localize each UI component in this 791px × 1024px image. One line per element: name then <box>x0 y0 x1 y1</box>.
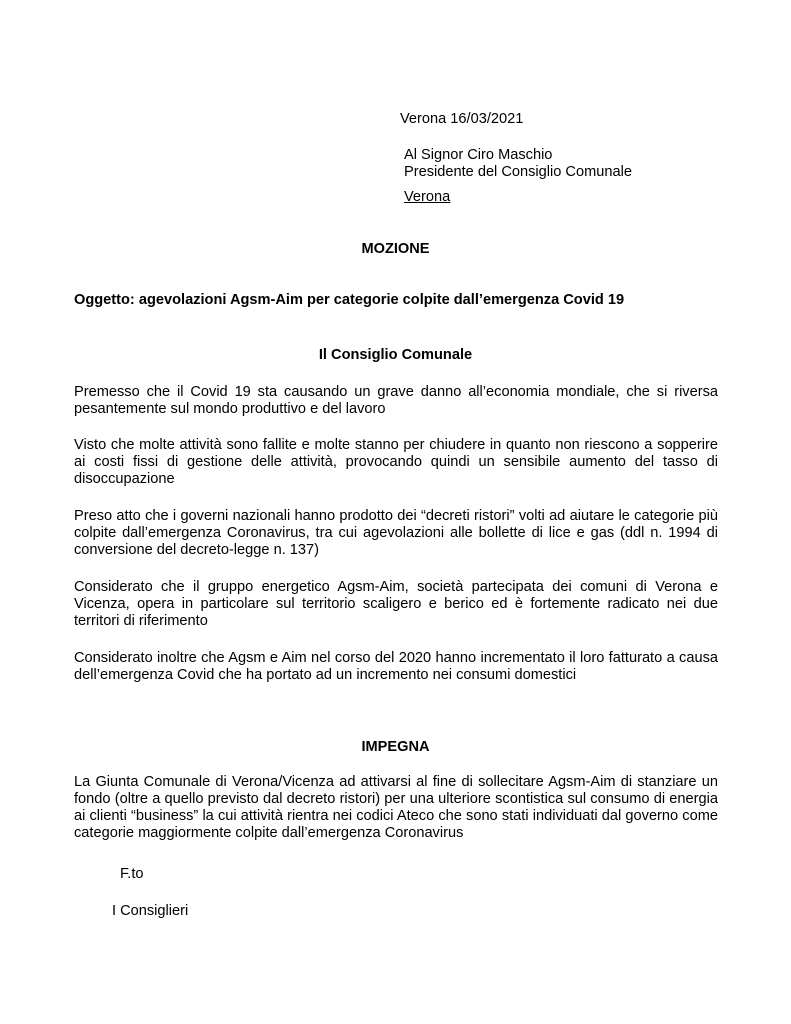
paragraph-premesso: Premesso che il Covid 19 sta causando un grave danno all’economia mondiale, che si riversa pesantemente sul mondo produttivo e del lavoro <box>74 384 718 417</box>
document-subject: Oggetto: agevolazioni Agsm-Aim per categorie colpite dall’emergenza Covid 19 <box>74 292 625 308</box>
paragraph-considerato-inoltre: Considerato inoltre che Agsm e Aim nel corso del 2020 hanno incrementato il loro fatturato a causa dell’emergenza Covid che ha portato ad un incremento nei consumi domestici <box>74 650 718 683</box>
commitment-text: La Giunta Comunale di Verona/Vicenza ad attivarsi al fine di sollecitare Agsm-Aim di stanziare un fondo (oltre a quello previsto dal decreto ristori) per una ulteriore scontistica sul consumo di energia ai clienti “business” la cui attività rientra nei codici Ateco che sono stati individuati dal governo come categorie maggiormente colpite dall’emergenza Coronavirus <box>74 774 718 841</box>
recipient-block <box>404 147 632 181</box>
recipient-name: Al Signor Ciro Maschio <box>404 147 553 163</box>
commitment-heading: IMPEGNA <box>361 739 430 755</box>
signature-fto: F.to <box>120 866 144 882</box>
document-date: Verona 16/03/2021 <box>400 111 524 127</box>
paragraph-preso-atto: Preso atto che i governi nazionali hanno prodotto dei “decreti ristori” volti ad aiutare le categorie più colpite dall’emergenza Coronavirus, tra cui agevolazioni alle bollette di lice e gas (ddl n. 1994 di conversione del decreto-legge n. 137) <box>74 508 718 558</box>
signature-signers: I Consiglieri <box>112 903 189 919</box>
paragraph-considerato: Considerato che il gruppo energetico Agsm-Aim, società partecipata dei comuni di Verona e Vicenza, opera in particolare sul territorio scaligero e berico ed è fortemente radicato nei due territori di riferimento <box>74 579 718 629</box>
document-title: MOZIONE <box>361 241 430 257</box>
recipient-role: Presidente del Consiglio Comunale <box>404 164 632 180</box>
body-heading: Il Consiglio Comunale <box>318 347 473 363</box>
recipient-city: Verona <box>404 189 451 205</box>
paragraph-visto: Visto che molte attività sono fallite e molte stanno per chiudere in quanto non riescono a sopperire ai costi fissi di gestione delle attività, provocando quindi un sensibile aumento del tasso di disoccupazione <box>74 437 718 487</box>
